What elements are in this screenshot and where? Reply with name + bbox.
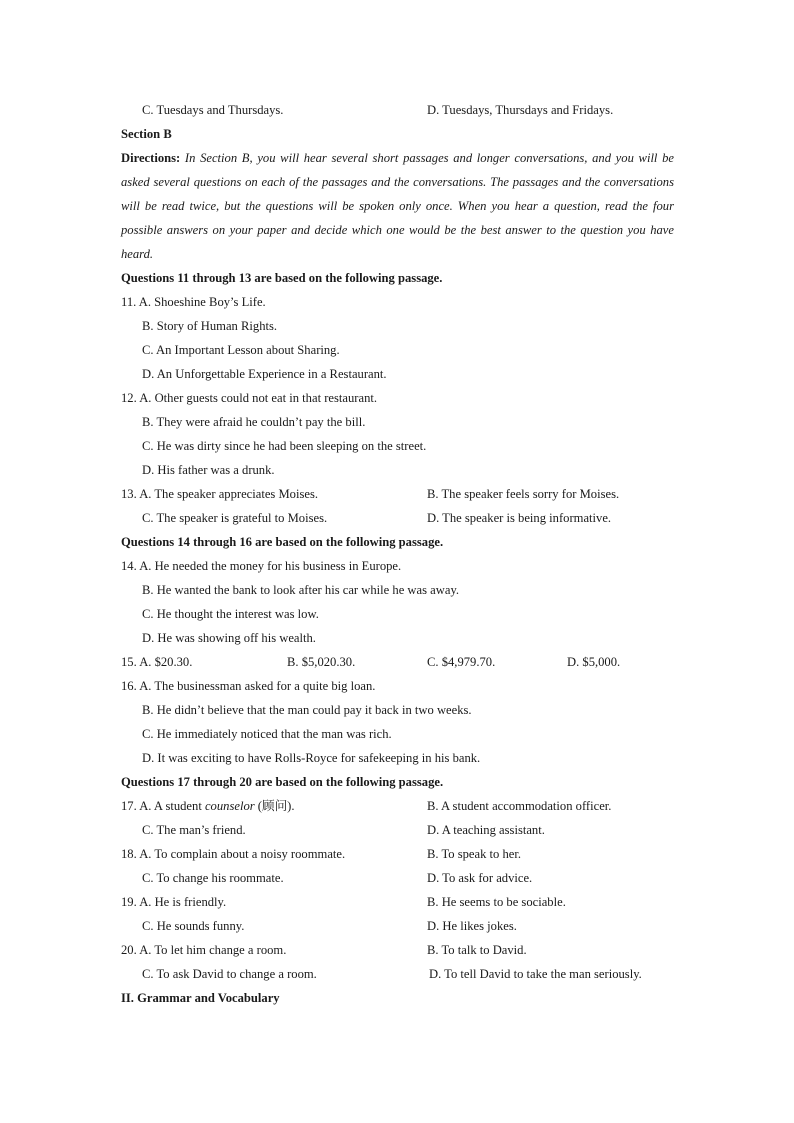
section-b-title: Section B: [121, 127, 172, 141]
q17-option-d: D. A teaching assistant.: [427, 823, 545, 837]
part2-title: II. Grammar and Vocabulary: [121, 991, 280, 1005]
q14-option-a-row: [121, 554, 681, 578]
q17-option-b: B. A student accommodation officer.: [427, 799, 612, 813]
q14-option-b-row: [121, 578, 681, 602]
q11-option-a: 11. A. Shoeshine Boy’s Life.: [121, 295, 266, 309]
q11-option-d: D. An Unforgettable Experience in a Restaurant.: [142, 367, 387, 381]
q12-option-c: C. He was dirty since he had been sleeping on the street.: [142, 439, 427, 453]
q11-option-d-row: [121, 362, 681, 386]
q11-option-a-row: [121, 290, 681, 314]
q12-option-b-row: [121, 410, 681, 434]
q13-option-a: 13. A. The speaker appreciates Moises.: [121, 487, 319, 501]
q11-option-c-row: [121, 338, 681, 362]
q15-row: [121, 650, 681, 674]
group2-header: Questions 14 through 16 are based on the following passage.: [121, 535, 444, 549]
q12-option-a: 12. A. Other guests could not eat in that restaurant.: [121, 391, 378, 405]
q18-option-b: B. To speak to her.: [427, 847, 522, 861]
group1-header: Questions 11 through 13 are based on the following passage.: [121, 271, 443, 285]
q17-option-a: [121, 794, 295, 818]
q16-option-b: B. He didn’t believe that the man could pay it back in two weeks.: [142, 703, 472, 717]
q18-row-cd: [121, 866, 681, 890]
q17-row-cd: [121, 818, 681, 842]
q17-option-a-suffix: (顾问).: [254, 799, 295, 813]
q16-option-b-row: [121, 698, 681, 722]
q19-option-a: 19. A. He is friendly.: [121, 895, 227, 909]
q13-option-b: B. The speaker feels sorry for Moises.: [427, 487, 620, 501]
q15-option-b: B. $5,020.30.: [287, 655, 356, 669]
q19-option-c: C. He sounds funny.: [142, 919, 245, 933]
q17-option-c: C. The man’s friend.: [142, 823, 246, 837]
q12-option-c-row: [121, 434, 681, 458]
q10-option-c: C. Tuesdays and Thursdays.: [142, 103, 284, 117]
q14-option-c: C. He thought the interest was low.: [142, 607, 319, 621]
q16-option-a: 16. A. The businessman asked for a quite big loan.: [121, 679, 376, 693]
q11-option-c: C. An Important Lesson about Sharing.: [142, 343, 340, 357]
q13-row-cd: [121, 506, 681, 530]
q15-option-d: D. $5,000.: [567, 655, 621, 669]
q16-option-d: D. It was exciting to have Rolls-Royce for safekeeping in his bank.: [142, 751, 481, 765]
q18-option-a: 18. A. To complain about a noisy roommate.: [121, 847, 346, 861]
q12-option-d: D. His father was a drunk.: [142, 463, 275, 477]
q14-option-d: D. He was showing off his wealth.: [142, 631, 316, 645]
q20-option-d: D. To tell David to take the man seriously.: [429, 967, 642, 981]
q11-option-b: B. Story of Human Rights.: [142, 319, 278, 333]
q15-option-a: 15. A. $20.30.: [121, 655, 193, 669]
q20-option-a: 20. A. To let him change a room.: [121, 943, 287, 957]
q11-option-b-row: [121, 314, 681, 338]
q14-option-b: B. He wanted the bank to look after his car while he was away.: [142, 583, 460, 597]
q16-option-c: C. He immediately noticed that the man was rich.: [142, 727, 392, 741]
q18-option-c: C. To change his roommate.: [142, 871, 284, 885]
q10-option-d: D. Tuesdays, Thursdays and Fridays.: [427, 103, 614, 117]
q14-option-c-row: [121, 602, 681, 626]
q17-option-a-italic-term: counselor: [204, 799, 255, 813]
q16-option-d-row: [121, 746, 681, 770]
q15-option-c: C. $4,979.70.: [427, 655, 496, 669]
q14-option-a: 14. A. He needed the money for his business in Europe.: [121, 559, 402, 573]
directions-label: Directions:: [121, 151, 181, 165]
q10-row-cd: [121, 98, 681, 122]
q16-option-a-row: [121, 674, 681, 698]
q19-option-d: D. He likes jokes.: [427, 919, 517, 933]
group3-header: Questions 17 through 20 are based on the following passage.: [121, 775, 444, 789]
q12-option-d-row: [121, 458, 681, 482]
q13-row-ab: [121, 482, 681, 506]
q12-option-b: B. They were afraid he couldn’t pay the bill.: [142, 415, 366, 429]
q19-row-cd: [121, 914, 681, 938]
q18-option-d: D. To ask for advice.: [427, 871, 533, 885]
q18-row-ab: [121, 842, 681, 866]
q20-row-ab: [121, 938, 681, 962]
q20-option-b: B. To talk to David.: [427, 943, 527, 957]
q19-row-ab: [121, 890, 681, 914]
q14-option-d-row: [121, 626, 681, 650]
q12-option-a-row: [121, 386, 681, 410]
q17-row-ab: [121, 794, 681, 818]
q13-option-d: D. The speaker is being informative.: [427, 511, 612, 525]
q17-option-a-prefix: 17. A. A student: [121, 799, 205, 813]
q20-option-c: C. To ask David to change a room.: [142, 967, 317, 981]
q19-option-b: B. He seems to be sociable.: [427, 895, 566, 909]
q20-row-cd: [121, 962, 681, 986]
section-b-directions: [121, 146, 674, 266]
q13-option-c: C. The speaker is grateful to Moises.: [142, 511, 328, 525]
directions-text: In Section B, you will hear several short passages and longer conversations, and you will be asked several questions on each of the passages and the conversations. The passages and the conversations will be read twice, but the questions will be spoken only once. When you hear a question, read the four possible answers on your paper and decide which one would be the best answer to the question you have heard.: [121, 151, 674, 261]
q16-option-c-row: [121, 722, 681, 746]
